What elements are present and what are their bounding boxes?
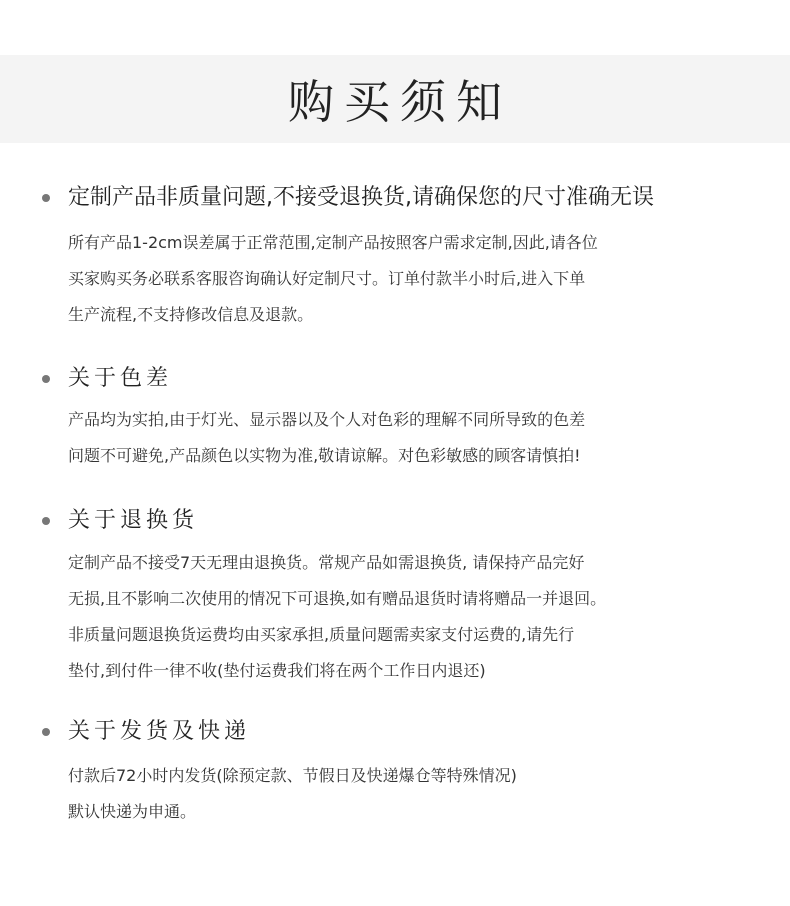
section-header	[0, 180, 790, 216]
section-title: 关于发货及快递	[68, 719, 251, 744]
section-body	[68, 402, 768, 474]
bullet-dot-icon	[42, 194, 50, 202]
section-returns	[0, 503, 790, 680]
section-shipping	[0, 714, 790, 821]
bullet-dot-icon	[42, 728, 50, 736]
section-header	[0, 503, 790, 539]
body-line: 无损,且不影响二次使用的情况下可退换,如有赠品退货时请将赠品一并退回。	[68, 589, 607, 608]
body-line: 付款后72小时内发货(除预定款、节假日及快递爆仓等特殊情况)	[68, 766, 517, 785]
body-line: 问题不可避免,产品颜色以实物为准,敬请谅解。对色彩敏感的顾客请慎拍!	[68, 446, 581, 465]
section-header	[0, 714, 790, 750]
section-custom-products	[0, 180, 790, 324]
body-line: 生产流程,不支持修改信息及退款。	[68, 305, 314, 324]
section-body	[68, 225, 768, 333]
title-banner	[0, 55, 790, 143]
body-line: 垫付,到付件一律不收(垫付运费我们将在两个工作日内退还)	[68, 661, 486, 680]
page-title: 购买须知	[288, 75, 512, 129]
section-title: 关于色差	[68, 366, 173, 391]
body-line: 产品均为实拍,由于灯光、显示器以及个人对色彩的理解不同所导致的色差	[68, 410, 586, 429]
body-line: 买家购买务必联系客服咨询确认好定制尺寸。订单付款半小时后,进入下单	[68, 269, 586, 288]
body-line: 所有产品1-2cm误差属于正常范围,定制产品按照客户需求定制,因此,请各位	[68, 233, 598, 252]
section-color-difference	[0, 361, 790, 465]
body-line: 默认快递为申通。	[68, 802, 197, 821]
body-line: 定制产品不接受7天无理由退换货。常规产品如需退换货, 请保持产品完好	[68, 553, 585, 572]
body-line: 非质量问题退换货运费均由买家承担,质量问题需卖家支付运费的,请先行	[68, 625, 575, 644]
section-header	[0, 361, 790, 397]
bullet-dot-icon	[42, 375, 50, 383]
section-body	[68, 758, 768, 830]
section-title: 关于退换货	[68, 508, 199, 533]
section-title: 定制产品非质量问题,不接受退换货,请确保您的尺寸准确无误	[68, 185, 654, 210]
bullet-dot-icon	[42, 517, 50, 525]
section-body	[68, 545, 768, 689]
